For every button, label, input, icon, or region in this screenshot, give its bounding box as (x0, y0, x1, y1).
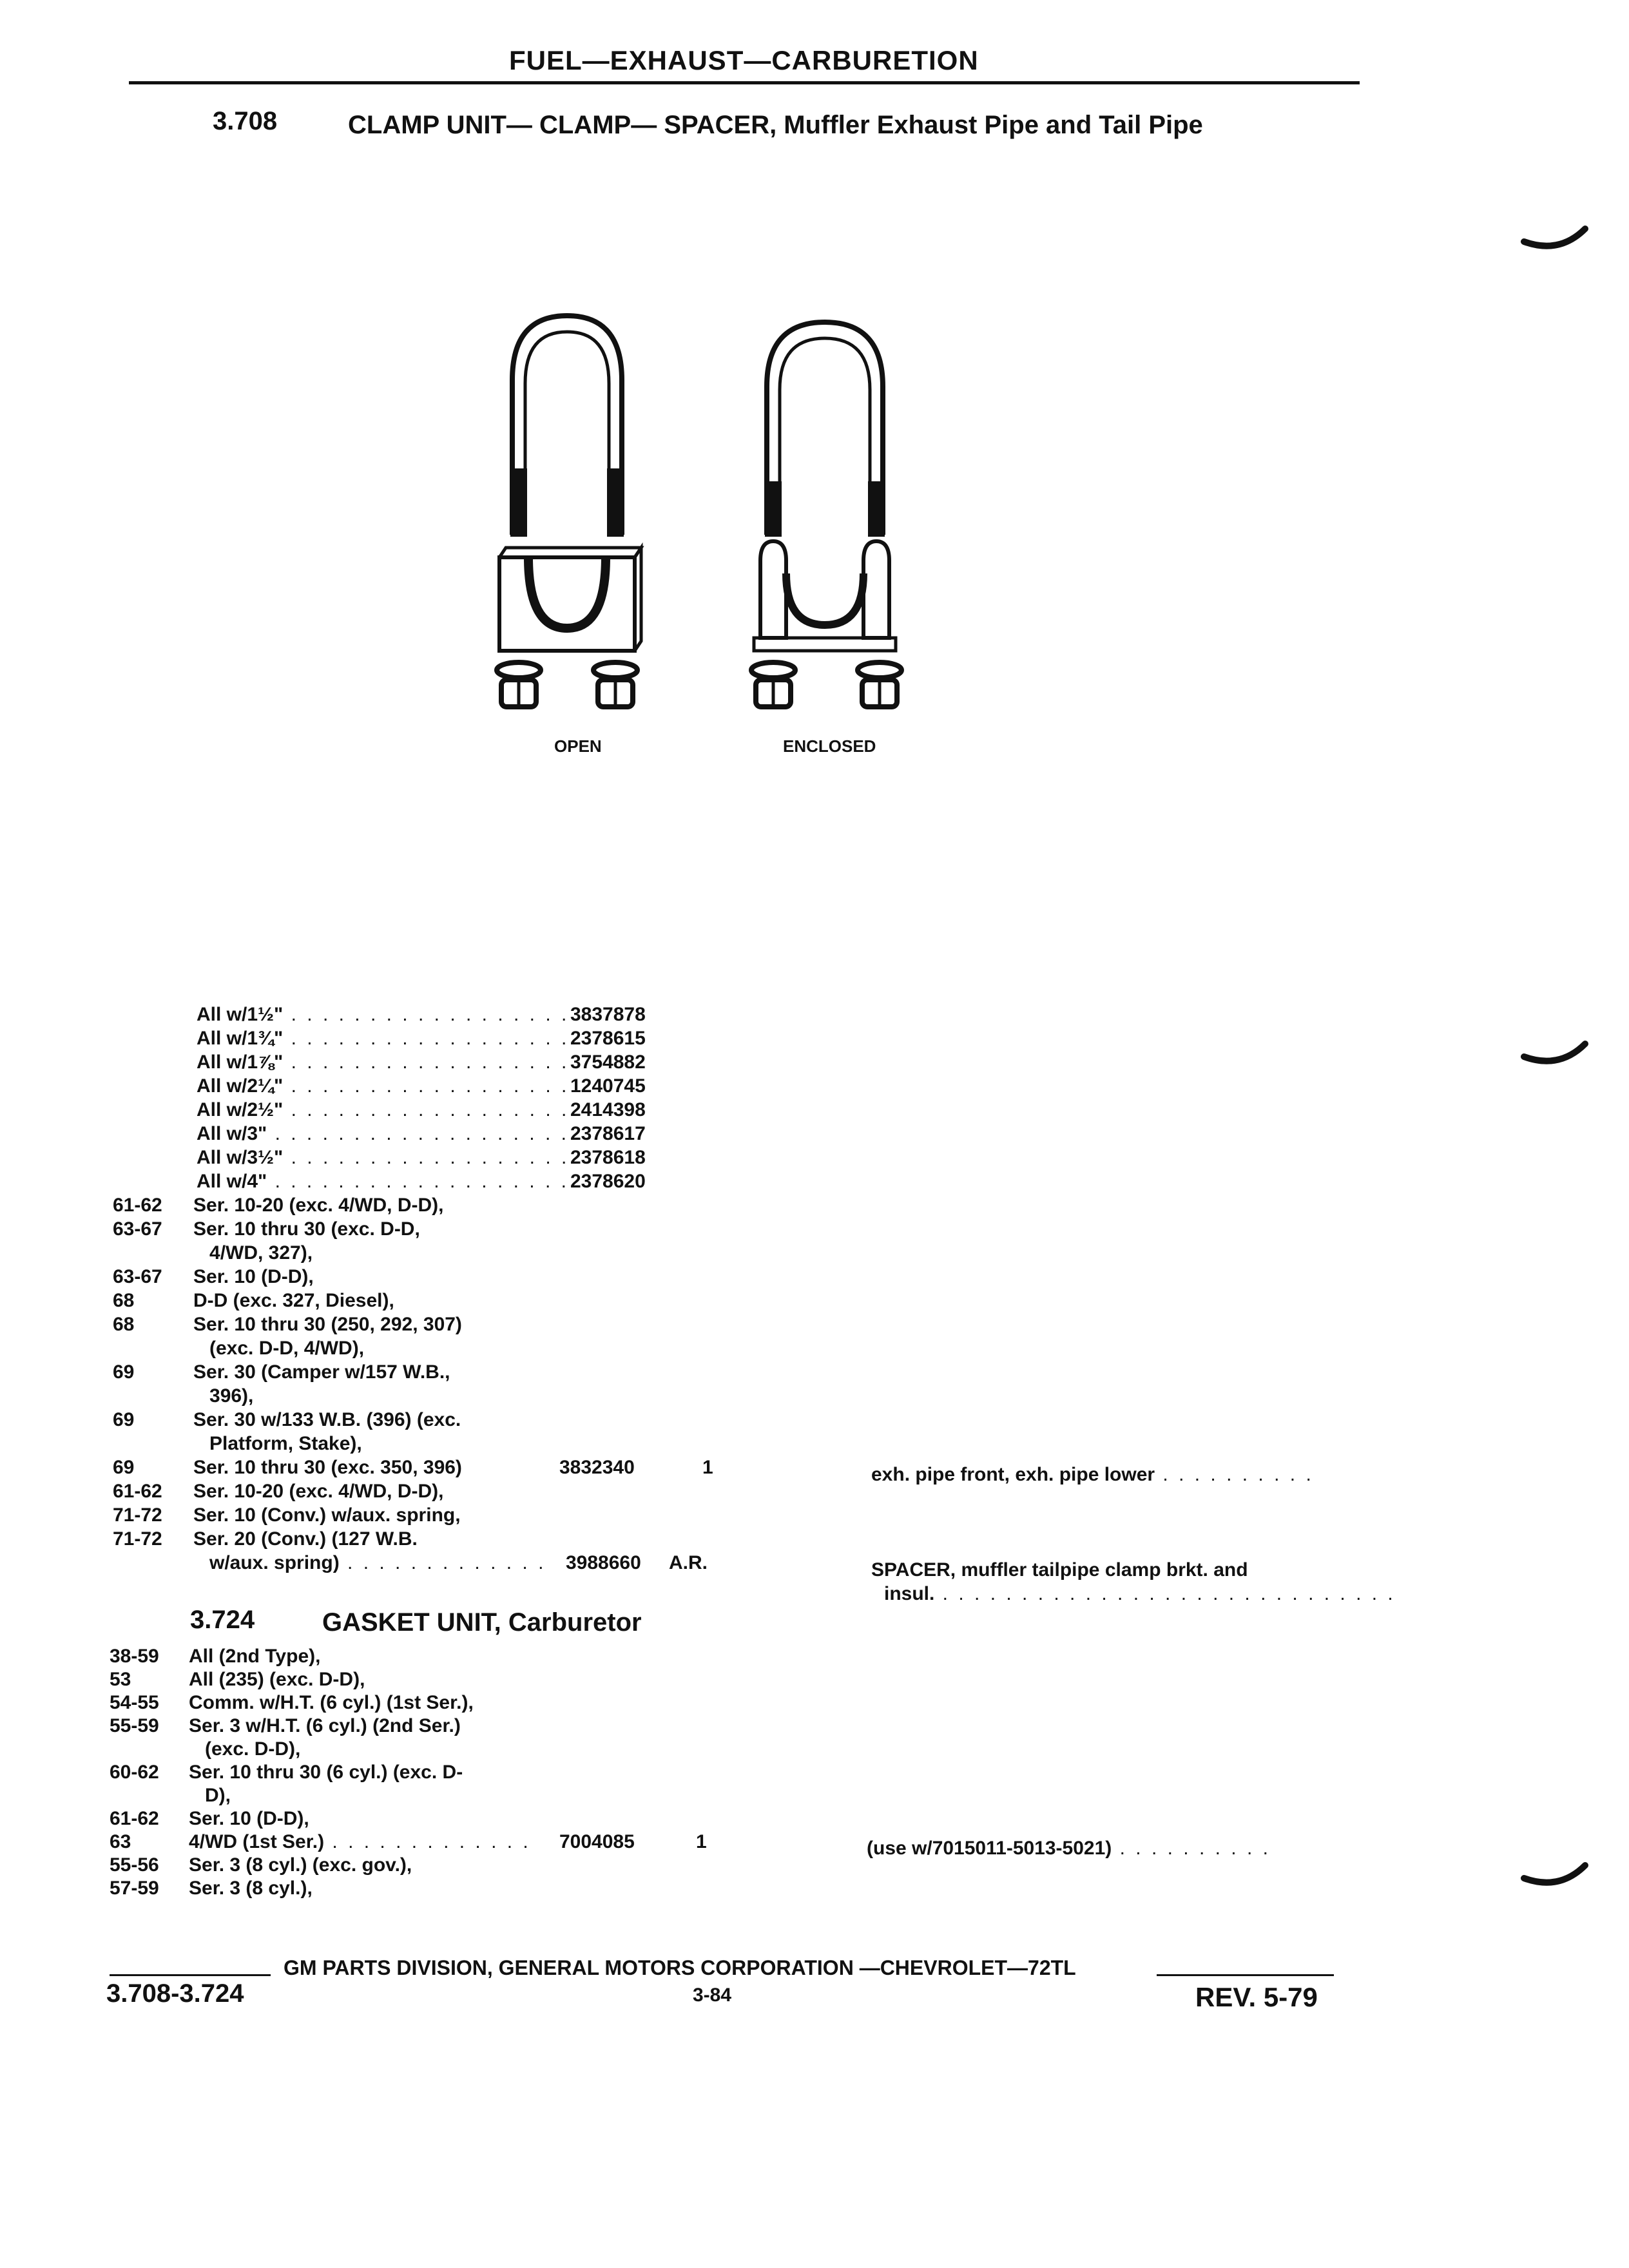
year-range: 55-59 (110, 1715, 159, 1736)
year-range: 69 (113, 1409, 135, 1430)
quantity: 1 (696, 1831, 707, 1852)
footer-rule-right (1157, 1974, 1334, 1976)
list-item: All w/3½" . . . . . . . . . . . . . . . . . . (197, 1147, 570, 1168)
group-title: CLAMP UNIT— CLAMP— SPACER, Muffler Exhaust Pipe and Tail Pipe (348, 111, 1203, 139)
part-description: (use w/7015011-5013-5021) . . . . . . . . . . (867, 1838, 1271, 1859)
page-number: 3-84 (693, 1984, 732, 2006)
list-item: Ser. 10 thru 30 (exc. D-D, (193, 1218, 420, 1240)
list-item: Platform, Stake), (193, 1433, 362, 1454)
list-item: All w/3" . . . . . . . . . . . . . . . . . . . (197, 1123, 569, 1144)
list-item: All w/2¼" . . . . . . . . . . . . . . . . . . (197, 1075, 570, 1097)
section-title: FUEL—EXHAUST—CARBURETION (509, 45, 979, 75)
year-range: 69 (113, 1361, 135, 1383)
list-item: D), (189, 1785, 231, 1806)
list-item: Ser. 30 (Camper w/157 W.B., (193, 1361, 450, 1383)
list-item: All (235) (exc. D-D), (189, 1669, 365, 1690)
footer-range: 3.708-3.724 (106, 1979, 244, 2008)
list-item: All w/4" . . . . . . . . . . . . . . . . . . . (197, 1171, 569, 1192)
list-item: w/aux. spring) . . . . . . . . . . . . . (193, 1552, 546, 1573)
year-range: 60-62 (110, 1762, 159, 1783)
part-number: 2414398 (570, 1099, 646, 1120)
year-range: 63 (110, 1831, 131, 1852)
list-item: All w/2½" . . . . . . . . . . . . . . . . . . (197, 1099, 570, 1120)
year-range: 54-55 (110, 1692, 159, 1713)
part-description: exh. pipe front, exh. pipe lower . . . . . . . . . . (871, 1464, 1314, 1485)
year-range: 38-59 (110, 1646, 159, 1667)
part-number: 2378618 (570, 1147, 646, 1168)
list-item: Ser. 10 thru 30 (exc. 350, 396) (193, 1457, 462, 1478)
list-item: Ser. 10-20 (exc. 4/WD, D-D), (193, 1481, 444, 1502)
list-item: Ser. 3 w/H.T. (6 cyl.) (2nd Ser.) (189, 1715, 461, 1736)
list-item: Ser. 10-20 (exc. 4/WD, D-D), (193, 1195, 444, 1216)
quantity: 1 (702, 1457, 713, 1478)
list-item: (exc. D-D), (189, 1738, 301, 1760)
part-number: 3988660 (566, 1552, 641, 1573)
year-range: 61-62 (113, 1195, 162, 1216)
year-range: 71-72 (113, 1528, 162, 1550)
year-range: 55-56 (110, 1854, 159, 1876)
open-clamp-drawing (497, 316, 641, 707)
part-number: 3754882 (570, 1052, 646, 1073)
list-item: D-D (exc. 327, Diesel), (193, 1290, 394, 1311)
binding-mark (1521, 1034, 1592, 1073)
group-number: 3.708 (213, 107, 278, 135)
year-range: 68 (113, 1290, 135, 1311)
list-item: Ser. 10 (Conv.) w/aux. spring, (193, 1504, 461, 1526)
header-rule (129, 81, 1360, 84)
clamp-illustration (477, 303, 967, 741)
list-item: (exc. D-D, 4/WD), (193, 1338, 365, 1359)
list-item: Ser. 30 w/133 W.B. (396) (exc. (193, 1409, 461, 1430)
year-range: 53 (110, 1669, 131, 1690)
part-number: 2378620 (570, 1171, 646, 1192)
binding-mark (1521, 219, 1592, 258)
list-item: 4/WD (1st Ser.) . . . . . . . . . . . . . (189, 1831, 531, 1852)
part-number: 2378617 (570, 1123, 646, 1144)
list-item: Ser. 3 (8 cyl.), (189, 1878, 313, 1899)
year-range: 69 (113, 1457, 135, 1478)
list-item: Ser. 20 (Conv.) (127 W.B. (193, 1528, 418, 1550)
list-item: 396), (193, 1385, 254, 1407)
year-range: 63-67 (113, 1266, 162, 1287)
part-number: 3832340 (559, 1457, 635, 1478)
enclosed-clamp-drawing (751, 322, 901, 707)
list-item: Ser. 10 thru 30 (6 cyl.) (exc. D- (189, 1762, 463, 1783)
list-item: Ser. 3 (8 cyl.) (exc. gov.), (189, 1854, 412, 1876)
list-item: All w/1½" . . . . . . . . . . . . . . . . . . (197, 1004, 570, 1025)
list-item: All w/1⅞" . . . . . . . . . . . . . . . . . . (197, 1052, 570, 1073)
year-range: 63-67 (113, 1218, 162, 1240)
part-number: 1240745 (570, 1075, 646, 1097)
list-item: All (2nd Type), (189, 1646, 321, 1667)
year-range: 71-72 (113, 1504, 162, 1526)
list-item: All w/1¾" . . . . . . . . . . . . . . . . . . (197, 1028, 570, 1049)
year-range: 61-62 (110, 1808, 159, 1829)
group-title: GASKET UNIT, Carburetor (322, 1608, 642, 1637)
group-number: 3.724 (190, 1606, 255, 1634)
list-item: 4/WD, 327), (193, 1242, 313, 1264)
list-item: Comm. w/H.T. (6 cyl.) (1st Ser.), (189, 1692, 474, 1713)
list-item: Ser. 10 (D-D), (193, 1266, 314, 1287)
year-range: 57-59 (110, 1878, 159, 1899)
list-item: Ser. 10 thru 30 (250, 292, 307) (193, 1314, 462, 1335)
revision: REV. 5-79 (1195, 1982, 1318, 2012)
part-number: 3837878 (570, 1004, 646, 1025)
footer-division: GM PARTS DIVISION, GENERAL MOTORS CORPORATION —CHEVROLET—72TL (284, 1956, 1076, 1979)
part-description: insul. . . . . . . . . . . . . . . . . . . . . . . . . . . . . . (884, 1583, 1396, 1604)
quantity: A.R. (669, 1552, 708, 1573)
binding-mark (1521, 1856, 1592, 1894)
part-number: 7004085 (559, 1831, 635, 1852)
figure-label-open: OPEN (554, 736, 602, 756)
part-description: SPACER, muffler tailpipe clamp brkt. and (871, 1559, 1248, 1581)
part-number: 2378615 (570, 1028, 646, 1049)
figure-label-enclosed: ENCLOSED (783, 736, 876, 756)
list-item: Ser. 10 (D-D), (189, 1808, 309, 1829)
year-range: 61-62 (113, 1481, 162, 1502)
year-range: 68 (113, 1314, 135, 1335)
footer-rule-left (110, 1974, 271, 1976)
